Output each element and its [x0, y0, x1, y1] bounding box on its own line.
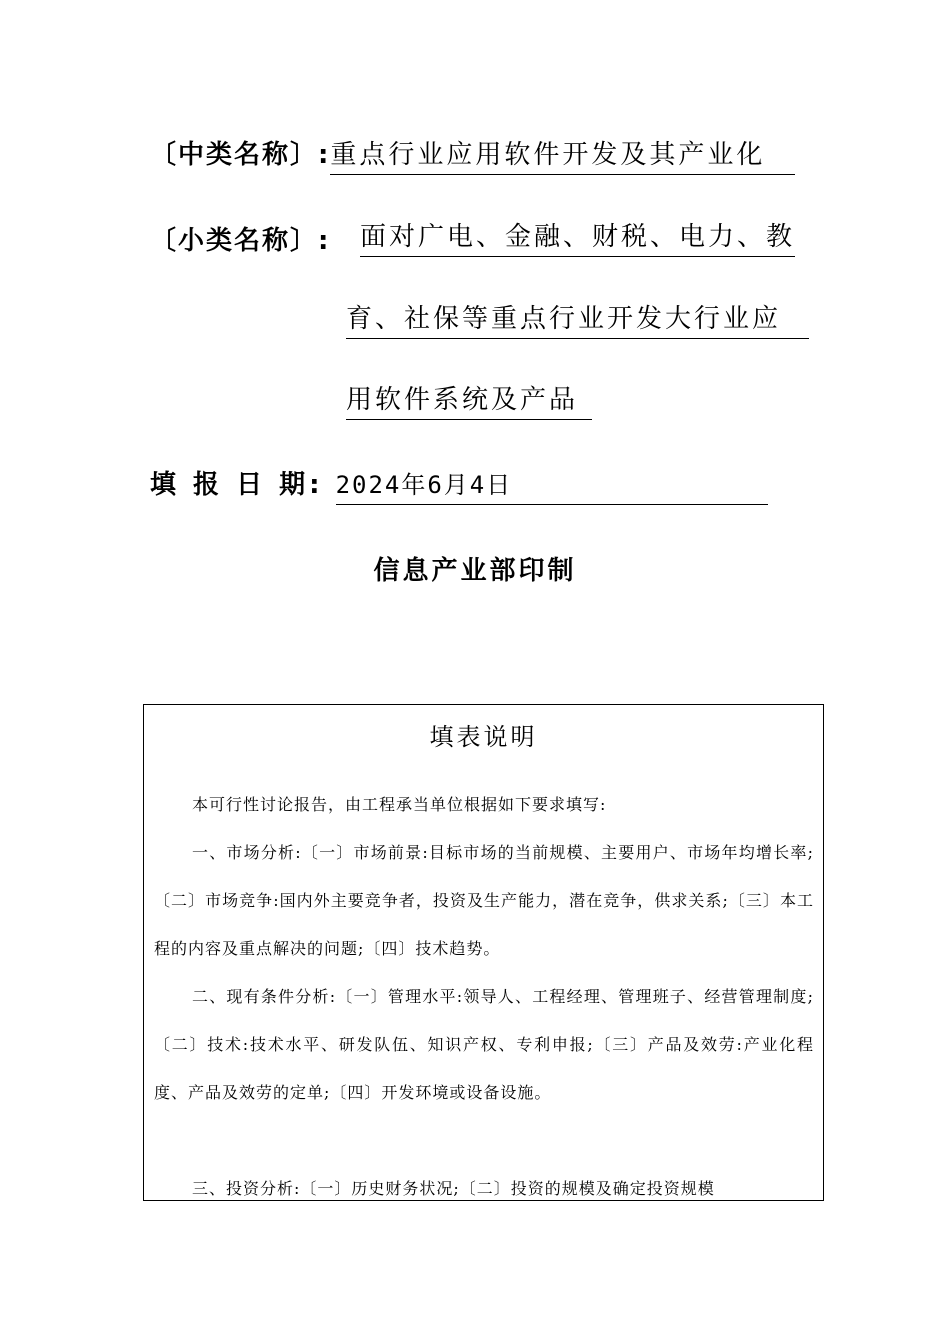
fill-date-label: 填 报 日 期: [150, 470, 324, 500]
issuer-line: 信息产业部印制 [373, 556, 577, 586]
instructions-item-3: 三、投资分析:〔一〕历史财务状况;〔二〕投资的规模及确定投资规模 [192, 1179, 715, 1198]
mid-category-value: 重点行业应用软件开发及其产业化 [330, 138, 795, 175]
small-category-row [150, 220, 330, 257]
mid-category-row [150, 134, 795, 175]
instructions-item-1: 一、市场分析:〔一〕市场前景:目标市场的当前规模、主要用户、市场年均增长率;〔二〕市场竞争:国内外主要竞争者，投资及生产能力，潜在竞争，供求关系;〔三〕本工程的内容及重点解决的问题;〔四〕技术趋势。 [154, 843, 814, 958]
small-category-label: 〔小类名称〕: [150, 226, 331, 256]
fill-date-value: 2024年6月4日 [336, 468, 768, 505]
small-category-line-3: 用软件系统及产品 [346, 383, 592, 420]
mid-category-label: 〔中类名称〕: [150, 140, 331, 170]
fill-date-row [150, 464, 768, 505]
instructions-box [143, 704, 824, 1201]
instructions-item-2: 二、现有条件分析:〔一〕管理水平:领导人、工程经理、管理班子、经营管理制度;〔二〕技术:技术水平、研发队伍、知识产权、专利申报;〔三〕产品及效劳:产业化程度、产品及效劳的定单;〔四〕开发环境或设备设施。 [154, 987, 814, 1102]
instructions-title: 填表说明 [429, 723, 538, 751]
small-category-line-1: 面对广电、金融、财税、电力、教 [360, 220, 795, 257]
instructions-intro: 本可行性讨论报告，由工程承当单位根据如下要求填写: [192, 795, 607, 814]
small-category-line-2: 育、社保等重点行业开发大行业应 [346, 302, 809, 339]
